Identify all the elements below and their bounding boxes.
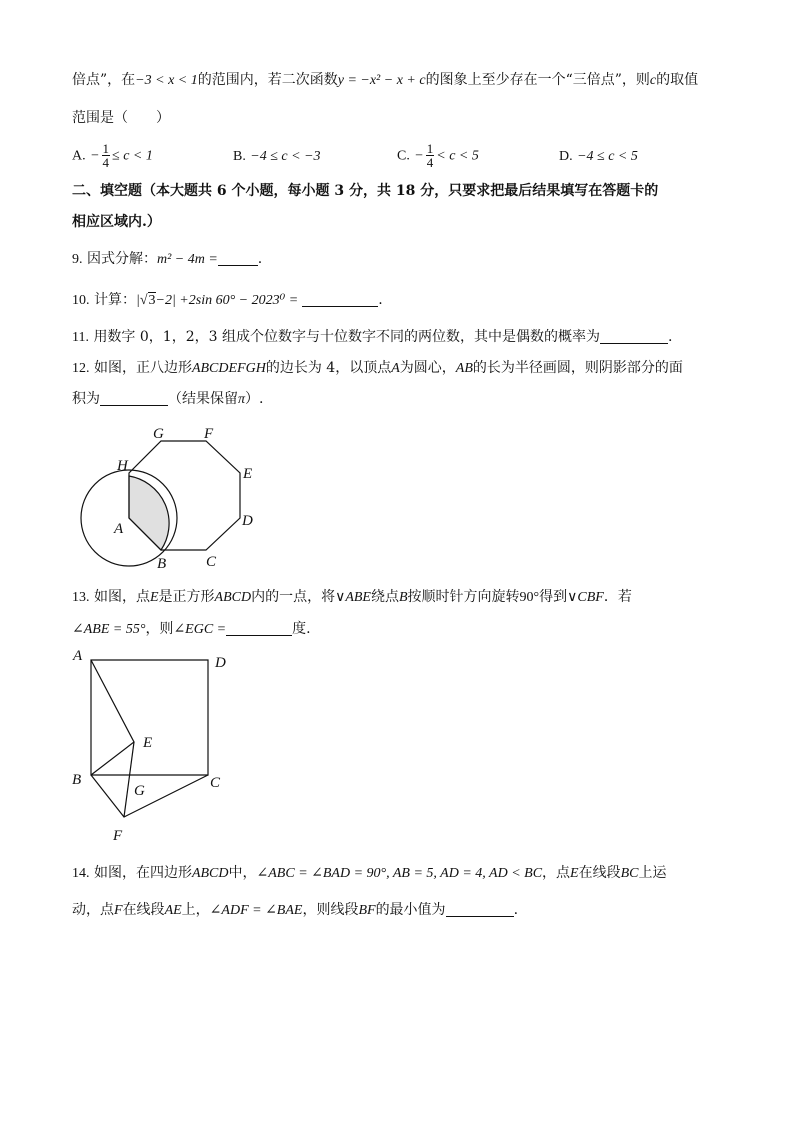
q8-option-d: D. −4 ≤ c < 5	[559, 149, 638, 164]
question-12-line2: 积为 （结果保留π）.	[72, 391, 264, 407]
answer-blank[interactable]	[302, 292, 378, 307]
label-g: G	[153, 426, 164, 442]
figure-octagon-circle	[70, 418, 270, 578]
triangle-cbf	[91, 775, 208, 817]
label-c: C	[206, 554, 217, 570]
label-b: B	[157, 556, 167, 572]
question-13-line2: ∠ABE = 55°，则∠EGC = 度.	[72, 621, 311, 637]
q8-option-a: A. − $\frac{1}{4}$ ≤ c < 1	[72, 141, 153, 170]
answer-blank[interactable]	[446, 902, 514, 917]
answer-blank[interactable]	[218, 251, 258, 266]
q8-option-b: B. −4 ≤ c < −3	[233, 149, 321, 164]
label-a: A	[73, 648, 83, 664]
q8-function: y = −x² − x + c	[337, 73, 426, 88]
question-14-line2: 动，点F在线段AE上，∠ADF = ∠BAE，则线段BF的最小值为 .	[72, 902, 519, 918]
answer-blank[interactable]	[226, 621, 292, 636]
label-c: C	[210, 775, 221, 791]
q8-option-c: C. − $\frac{1}{4}$ < c < 5	[397, 141, 479, 170]
label-g: G	[134, 783, 145, 799]
question-10: 10. 计算：|√3−2| +2sin 60° − 2023⁰ = .	[72, 292, 383, 308]
q8-var: c	[649, 73, 657, 88]
section-heading: 二、填空题（本大题共 6 个小题，每小题 3 分，共 18 分，只要求把最后结果填写在答题卡的	[72, 183, 659, 199]
label-a: A	[114, 521, 124, 537]
question-13-line1: 13. 如图，点E是正方形ABCD内的一点，将∨ABE绕点B按顺时针方向旋转90°得到∨CBF．若	[72, 589, 632, 605]
q8-range: −3 < x < 1	[135, 73, 198, 88]
segment-ef	[124, 742, 134, 817]
q8-line2: 范围是（ ）	[72, 110, 170, 126]
question-9: 9. 因式分解：m² − 4m = .	[72, 251, 263, 267]
label-h: H	[117, 458, 128, 474]
question-14-line1: 14. 如图，在四边形ABCD中，∠ABC = ∠BAD = 90°, AB = 5, AD = 4, AD < BC，点E在线段BC上运	[72, 865, 667, 881]
section-heading-cont: 相应区域内.）	[72, 214, 161, 230]
label-b: B	[72, 772, 82, 788]
q8-text: 的图象上至少存在一个“三倍点”，则	[425, 72, 650, 88]
sqrt-argument: 3	[148, 293, 156, 308]
q8-line1	[72, 70, 698, 91]
shaded-region	[129, 476, 169, 550]
label-f: F	[113, 828, 123, 844]
q8-text: 的取值	[656, 72, 699, 88]
fraction: $\frac{1}{4}$	[102, 141, 110, 170]
fraction: $\frac{1}{4}$	[426, 141, 434, 170]
triangle-abe	[91, 660, 134, 775]
q8-text: 的范围内，若二次函数	[197, 72, 338, 88]
answer-blank[interactable]	[600, 329, 668, 344]
question-11: 11. 用数字 0，1，2，3 组成个位数字与十位数字不同的两位数，其中是偶数的概率为 .	[72, 329, 673, 345]
label-e: E	[243, 466, 253, 482]
label-d: D	[242, 513, 253, 529]
answer-blank[interactable]	[100, 391, 168, 406]
question-12-line1: 12. 如图，正八边形ABCDEFGH的边长为 4，以顶点A为圆心，AB的长为半径画圆，则阴影部分的面	[72, 360, 683, 376]
label-e: E	[143, 735, 153, 751]
figure-square-rotation	[68, 645, 248, 850]
label-d: D	[215, 655, 226, 671]
square	[91, 660, 208, 775]
q8-text: 倍点”，在	[72, 72, 136, 88]
label-f: F	[204, 426, 214, 442]
